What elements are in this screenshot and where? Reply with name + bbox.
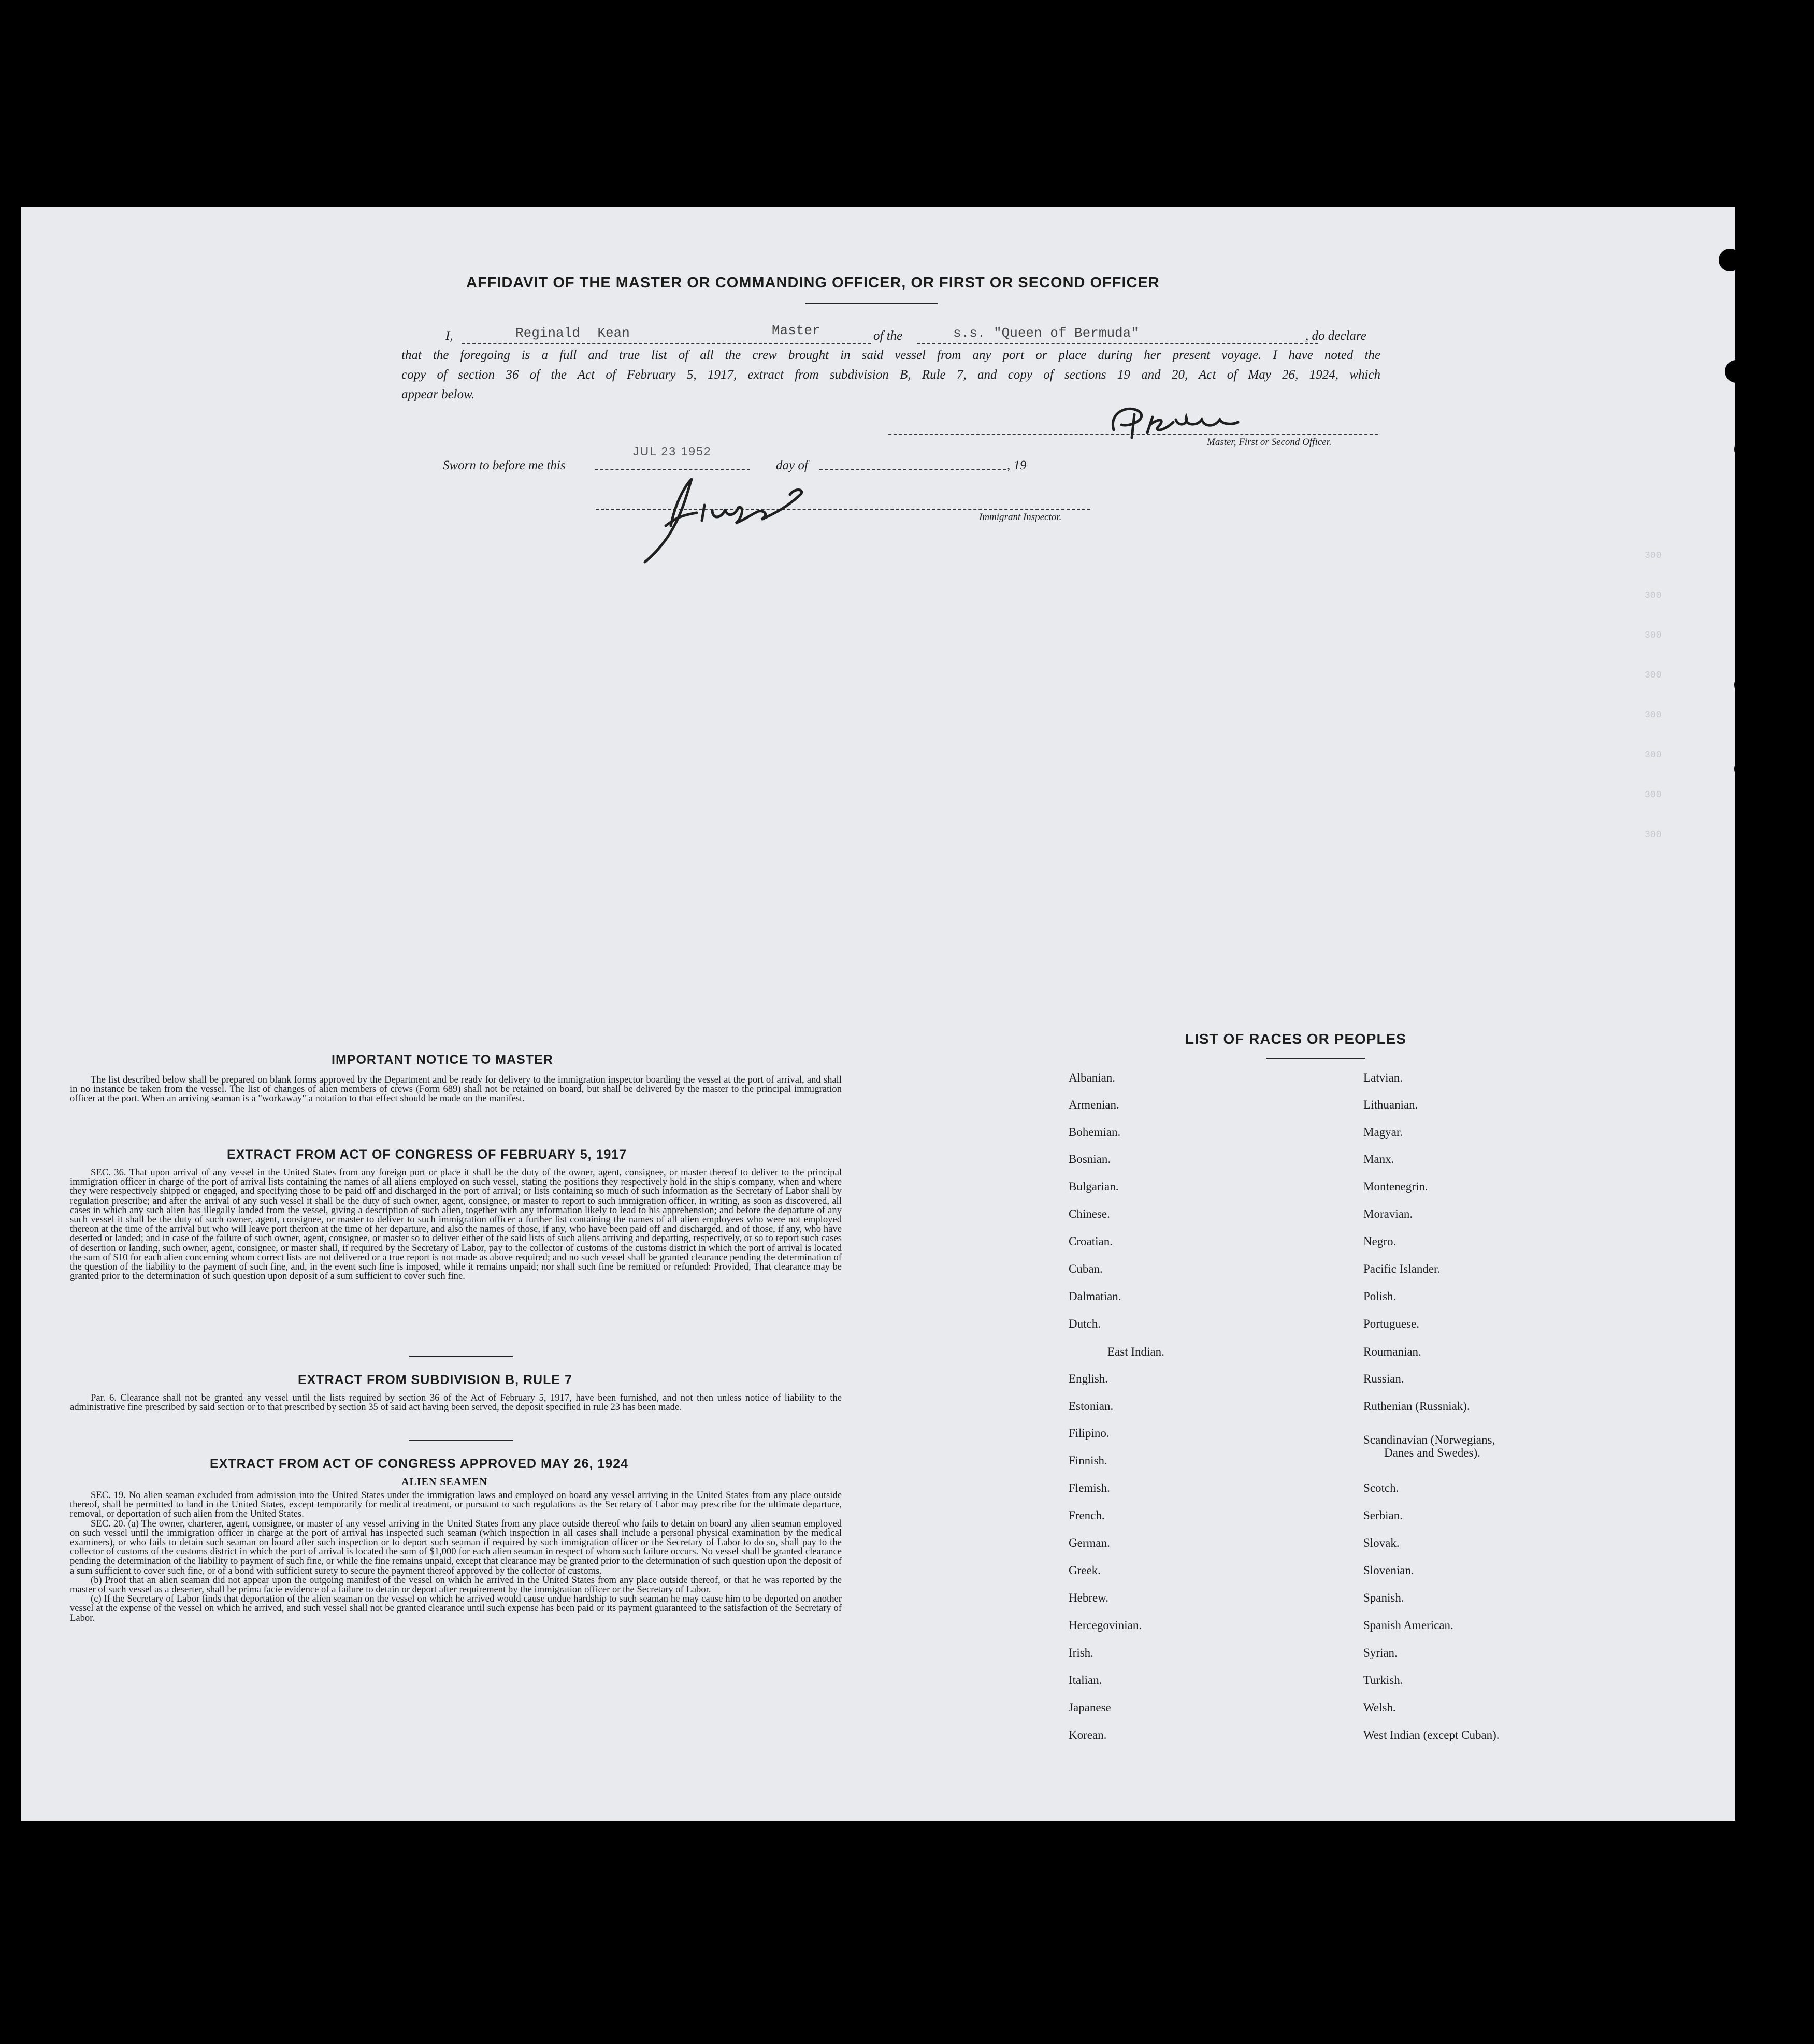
race-item: Albanian.: [1069, 1071, 1116, 1084]
affidavit-line-3: copy of section 36 of the Act of February 5, 1917, extract from subdivision B, Rule 7, and copy of sections 19 and 20, Act of May 26, 1924, which: [401, 368, 1380, 382]
extract-1917-text: [70, 1168, 842, 1281]
race-item: Montenegrin.: [1363, 1180, 1428, 1193]
race-item: East Indian.: [1107, 1345, 1164, 1358]
race-item: Danes and Swedes).: [1384, 1446, 1480, 1459]
extract-1917-title: EXTRACT FROM ACT OF CONGRESS OF FEBRUARY 5, 1917: [227, 1147, 627, 1162]
notice-paragraph: The list described below shall be prepared on blank forms approved by the Department and be ready for delivery to the immigration inspector boarding the vessel at the port of arrival, and shall in no instance be taken from the vessel. The list of changes of alien members of crews (Form 689) shall not be retained on board, but shall be delivered by the master to the principal immigration officer at the port. When an arriving seaman is a "workaway" a notation to that effect should be made on the manifest.: [70, 1074, 842, 1104]
affidavit-line-2: that the foregoing is a full and true list of all the crew brought in said vessel from any port or place during her present voyage. I have noted the: [401, 348, 1380, 362]
section-divider: [409, 1356, 513, 1357]
race-item: French.: [1069, 1509, 1105, 1522]
date-stamp: JUL 23 1952: [633, 444, 712, 458]
race-item: Moravian.: [1363, 1207, 1413, 1220]
master-caption: Master, First or Second Officer.: [1207, 437, 1332, 448]
month-line: [819, 469, 1006, 470]
race-item: Croatian.: [1069, 1235, 1113, 1248]
binder-hole: [1736, 1289, 1759, 1312]
race-item: Manx.: [1363, 1153, 1394, 1165]
section-20b-paragraph: (b) Proof that an alien seaman did not appear upon the outgoing manifest of the vessel on which he arrived in the United States from any place outside thereof, or that he was reported by the master of such vessel as a deserter, shall be prima facie evidence of a failure to detain or deport after requirement by the immigration officer or the Secretary of Labor.: [70, 1574, 842, 1595]
race-item: Greek.: [1069, 1564, 1101, 1577]
races-divider: [1266, 1058, 1365, 1059]
race-item: Hercegovinian.: [1069, 1619, 1142, 1632]
section-19-paragraph: SEC. 19. No alien seaman excluded from admission into the United States under the immigration laws and employed on board any vessel arriving in the United States from any place outside thereof, shall be permitted to land in the United States, except temporarily for medical treatment, or pursuant to such regulations as the Secretary of Labor may prescribe for the ultimate departure, removal, or deportation of such alien from the United States.: [70, 1490, 842, 1520]
vessel-name: s.s. "Queen of Bermuda": [953, 325, 1139, 341]
notice-title: IMPORTANT NOTICE TO MASTER: [332, 1053, 553, 1067]
alien-seamen-subtitle: ALIEN SEAMEN: [401, 1476, 487, 1488]
race-item: Polish.: [1363, 1290, 1397, 1303]
inspector-signature: [635, 464, 826, 567]
races-title: LIST OF RACES OR PEOPLES: [1185, 1031, 1406, 1047]
year-label: , 19: [1007, 458, 1027, 472]
race-item: Slovak.: [1363, 1536, 1400, 1549]
inspector-caption: Immigrant Inspector.: [979, 512, 1062, 523]
section-36-paragraph: SEC. 36. That upon arrival of any vessel in the United States from any foreign port or place it shall be the duty of the owner, agent, consignee, or master thereof to deliver to the principal immigration officer in charge of the port of arrival lists containing the names of all aliens employed on such vessel, stating the positions they respectively hold in the ship's company, when and where they were respectively shipped or engaged, and specifying those to be paid off and discharged in the port of arrival; or lists containing so much of such information as the Secretary of Labor shall by regulation prescribe; and after the arrival of any such vessel it shall be the duty of such owner, agent, consignee, or master to report to such immigration officer, in writing, as soon as discovered, all cases in which any such alien has illegally landed from the vessel, giving a description of such alien, together with any information likely to lead to his apprehension; and before the departure of any such vessel it shall be the duty of such owner, agent, consignee, or master to deliver to such immigration officer a further list containing the names of all alien employees who were not employed thereon at the time of the arrival but who will leave port thereon at the time of her departure, and also the names of those, if any, who have been paid off and discharged, and of those, if any, who have deserted or landed; and in case of the failure of such owner, agent, consignee, or master so to deliver either of the said lists of such aliens arriving and departing, respectively, or so to report such cases of desertion or landing, such owner, agent, consignee, or master shall, if required by the Secretary of Labor, pay to the collector of customs of the customs district in which the port of arrival is located the sum of $10 for each alien concerning whom correct lists are not delivered or a true report is not made as above required; and no such vessel shall be granted clearance pending the determination of the question of the liability to the payment of such fine, and, in the event such fine is imposed, while it remains unpaid; nor shall such fine be remitted or refunded: Provided, That clearance may be granted prior to the determination of such question upon deposit of a sum sufficient to cover such fine.: [70, 1167, 842, 1282]
race-item: Syrian.: [1363, 1646, 1398, 1659]
race-item: Welsh.: [1363, 1701, 1396, 1714]
race-item: Spanish.: [1363, 1591, 1404, 1604]
race-item: Italian.: [1069, 1674, 1102, 1687]
binder-hole: [1725, 360, 1748, 383]
binder-hole: [1734, 757, 1757, 780]
master-rank: Master: [772, 323, 820, 338]
race-item: Latvian.: [1363, 1071, 1403, 1084]
binder-hole: [1734, 673, 1757, 696]
race-item: Portuguese.: [1363, 1317, 1419, 1330]
race-item: Bohemian.: [1069, 1126, 1121, 1139]
notice-text: [70, 1075, 842, 1104]
of-the-label: of the: [873, 329, 903, 343]
race-item: Scandinavian (Norwegians,: [1363, 1433, 1495, 1446]
master-name: Reginald Kean: [515, 325, 630, 341]
section-20a-paragraph: SEC. 20. (a) The owner, charterer, agent, consignee, or master of any vessel arriving in the United States from any place outside thereof who fails to detain on board any alien seaman employed on such vessel until the immigration officer in charge at the port of arrival has inspected such seaman (which inspection in all cases shall include a personal physical examination by the medical examiners), or who fails to detain such seaman on board after such inspection or to deport such seaman if required by such immigration officer or the Secretary of Labor to do so, shall pay to the collector of customs of the customs district in which the port of arrival is located the sum of $1,000 for each alien seaman in respect of whom such failure occurs. No vessel shall be granted clearance pending the determination of the liability to payment of such fine, or while the fine remains unpaid, except that clearance may be granted prior to the determination of such question upon the deposit of a sum sufficient to cover such fine, or of a bond with sufficient surety to secure the payment thereof approved by the collector of customs.: [70, 1518, 842, 1576]
binder-hole: [1736, 1525, 1759, 1548]
race-item: Serbian.: [1363, 1509, 1403, 1522]
section-divider: [409, 1440, 513, 1441]
race-item: Scotch.: [1363, 1481, 1399, 1494]
race-item: Negro.: [1363, 1235, 1397, 1248]
binder-hole: [1734, 438, 1757, 460]
race-item: Finnish.: [1069, 1454, 1107, 1467]
race-item: Russian.: [1363, 1372, 1404, 1385]
race-item: Slovenian.: [1363, 1564, 1414, 1577]
extract-1924-title: EXTRACT FROM ACT OF CONGRESS APPROVED MAY 26, 1924: [210, 1457, 629, 1471]
binder-hole: [1736, 1210, 1759, 1232]
race-item: Chinese.: [1069, 1207, 1110, 1220]
section-20c-paragraph: (c) If the Secretary of Labor finds that deportation of the alien seaman on the vessel on which he arrived would cause undue hardship to such seaman he may cause him to be deported on another vessel at the expense of the vessel on which he arrived, and such vessel shall not be granted clearance until such expense has been paid or its payment guaranteed to the satisfaction of the Secretary of Labor.: [70, 1593, 842, 1623]
race-item: Spanish American.: [1363, 1619, 1453, 1632]
race-item: Dalmatian.: [1069, 1290, 1121, 1303]
do-declare-label: , do declare: [1305, 329, 1366, 343]
race-item: Bosnian.: [1069, 1153, 1111, 1165]
day-of-label: day of: [776, 458, 808, 472]
race-item: Magyar.: [1363, 1126, 1403, 1139]
sworn-label: Sworn to before me this: [443, 458, 566, 472]
subdivision-b-title: EXTRACT FROM SUBDIVISION B, RULE 7: [298, 1373, 572, 1387]
race-item: Korean.: [1069, 1729, 1107, 1741]
race-item: Filipino.: [1069, 1427, 1110, 1440]
race-item: Bulgarian.: [1069, 1180, 1119, 1193]
race-item: Irish.: [1069, 1646, 1093, 1659]
title-divider: [805, 303, 938, 304]
par-6-paragraph: Par. 6. Clearance shall not be granted any vessel until the lists required by section 36 of the Act of February 5, 1917, have been furnished, and not then unless notice of liability to the administrative fine prescribed by said section or to that prescribed by section 35 of said act having been served, the deposit specified in rule 23 has been made.: [70, 1392, 842, 1413]
name-line: [462, 343, 871, 344]
binder-hole: [1736, 1606, 1759, 1629]
affidavit-title: AFFIDAVIT OF THE MASTER OR COMMANDING OFFICER, OR FIRST OR SECOND OFFICER: [466, 275, 1160, 291]
race-item: German.: [1069, 1536, 1110, 1549]
race-item: Armenian.: [1069, 1098, 1119, 1111]
race-item: Japanese: [1069, 1701, 1111, 1714]
race-item: Dutch.: [1069, 1317, 1101, 1330]
bleed-through-numbers: 300 300 300 300 300 300 300 300: [1645, 551, 1662, 840]
race-item: Flemish.: [1069, 1481, 1110, 1494]
affidavit-i: I,: [445, 329, 453, 343]
subdivision-b-text: [70, 1393, 842, 1412]
binder-hole: [1719, 249, 1741, 271]
race-item: Hebrew.: [1069, 1591, 1109, 1604]
extract-1924-text: [70, 1491, 842, 1623]
race-item: West Indian (except Cuban).: [1363, 1729, 1500, 1741]
affidavit-line-4: appear below.: [401, 387, 475, 401]
race-item: Pacific Islander.: [1363, 1262, 1441, 1275]
race-item: Estonian.: [1069, 1400, 1114, 1413]
vessel-line: [917, 343, 1318, 344]
race-item: English.: [1069, 1372, 1108, 1385]
race-item: Cuban.: [1069, 1262, 1103, 1275]
race-item: Turkish.: [1363, 1674, 1403, 1687]
race-item: Ruthenian (Russniak).: [1363, 1400, 1470, 1413]
race-item: Roumanian.: [1363, 1345, 1421, 1358]
race-item: Lithuanian.: [1363, 1098, 1418, 1111]
